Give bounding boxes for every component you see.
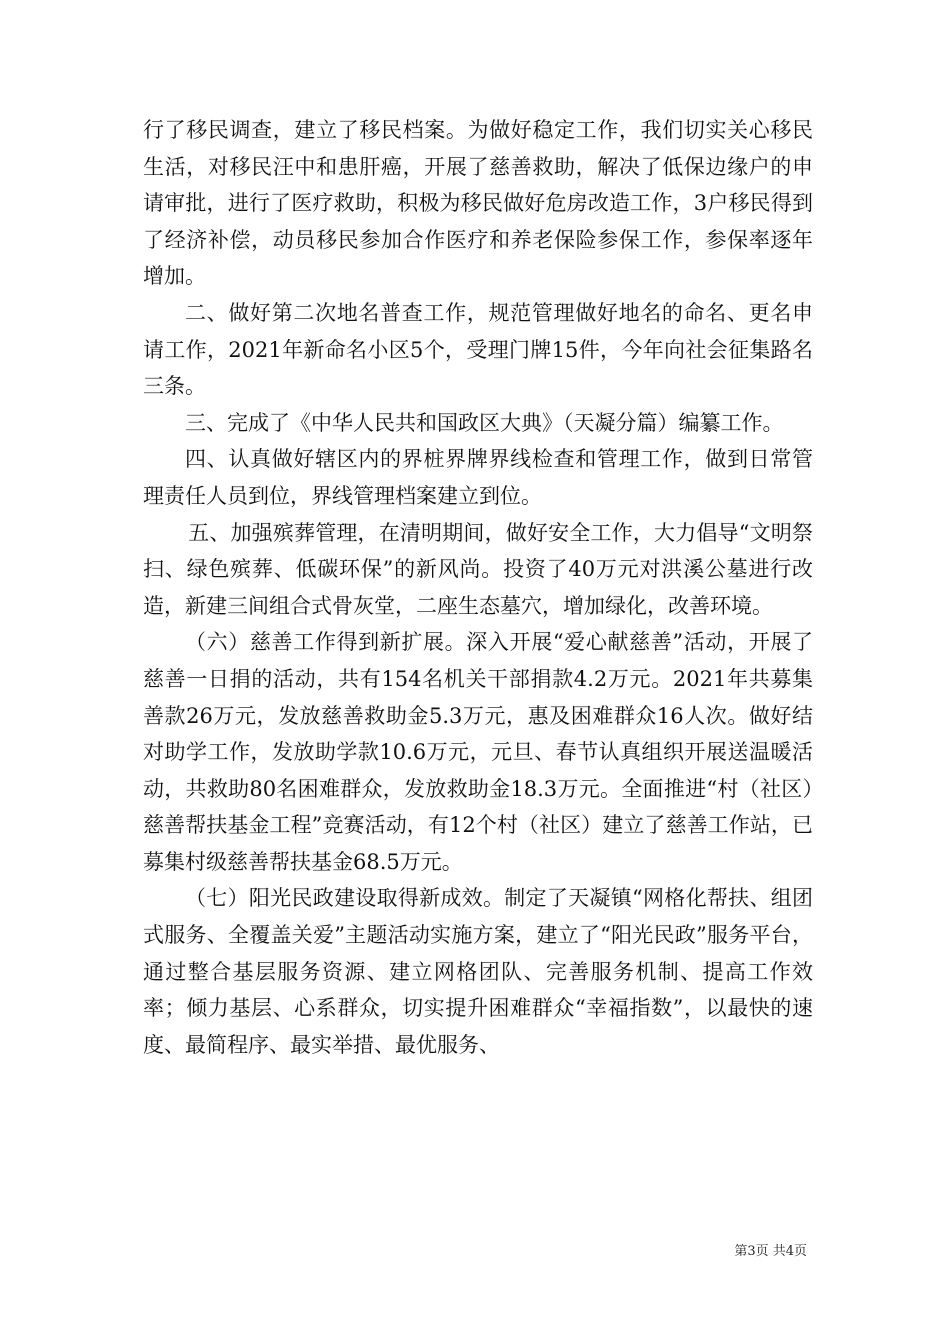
page-number-footer: 第3页 共4页 — [734, 1244, 807, 1259]
document-body — [143, 112, 813, 1063]
paragraph-section-4: 四、认真做好辖区内的界桩界牌界线检查和管理工作，做到日常管理责任人员到位，界线管理档案建立到位。 — [143, 447, 813, 508]
paragraph-section-3: 三、完成了《中华人民共和国政区大典》（天凝分篇）编纂工作。 — [185, 410, 784, 435]
paragraph-section-5: 五、加强殡葬管理，在清明期间，做好安全工作，大力倡导“文明祭扫、绿色殡葬、低碳环保”的新风尚。投资了40万元对洪溪公墓进行改造，新建三间组合式骨灰堂，二座生态墓穴，增加绿化，改善环境。 — [143, 520, 813, 618]
paragraph-section-7: （七）阳光民政建设取得新成效。制定了天凝镇“网格化帮扶、组团式服务、全覆盖关爱”主题活动实施方案，建立了“阳光民政”服务平台，通过整合基层服务资源、建立网格团队、完善服务机制、提高工作效率；倾力基层、心系群众，切实提升困难群众“幸福指数”，以最快的速度、最简程序、最实举措、最优服务、 — [143, 886, 813, 1057]
paragraph-section-2: 二、做好第二次地名普查工作，规范管理做好地名的命名、更名申请工作，2021年新命名小区5个，受理门牌15件，今年向社会征集路名三条。 — [143, 300, 813, 399]
paragraph-section-6: （六）慈善工作得到新扩展。深入开展“爱心献慈善”活动，开展了慈善一日捐的活动，共有154名机关干部捐款4.2万元。2021年共募集善款26万元，发放慈善救助金5.3万元，惠及困难群众16人次。做好结对助学工作，发放助学款10.6万元，元旦、春节认真组织开展送温暖活动，共救助80名困难群众，发放救助金18.3万元。全面推进“村（社区）慈善帮扶基金工程”竞赛活动，有12个村（社区）建立了慈善工作站，已募集村级慈善帮扶基金68.5万元。 — [143, 630, 813, 874]
paragraph-continued: 行了移民调查，建立了移民档案。为做好稳定工作，我们切实关心移民生活，对移民汪中和患肝癌，开展了慈善救助，解决了低保边缘户的申请审批，进行了医疗救助，积极为移民做好危房改造工作，3户移民得到了经济补偿，动员移民参加合作医疗和养老保险参保工作，参保率逐年增加。 — [143, 118, 813, 289]
